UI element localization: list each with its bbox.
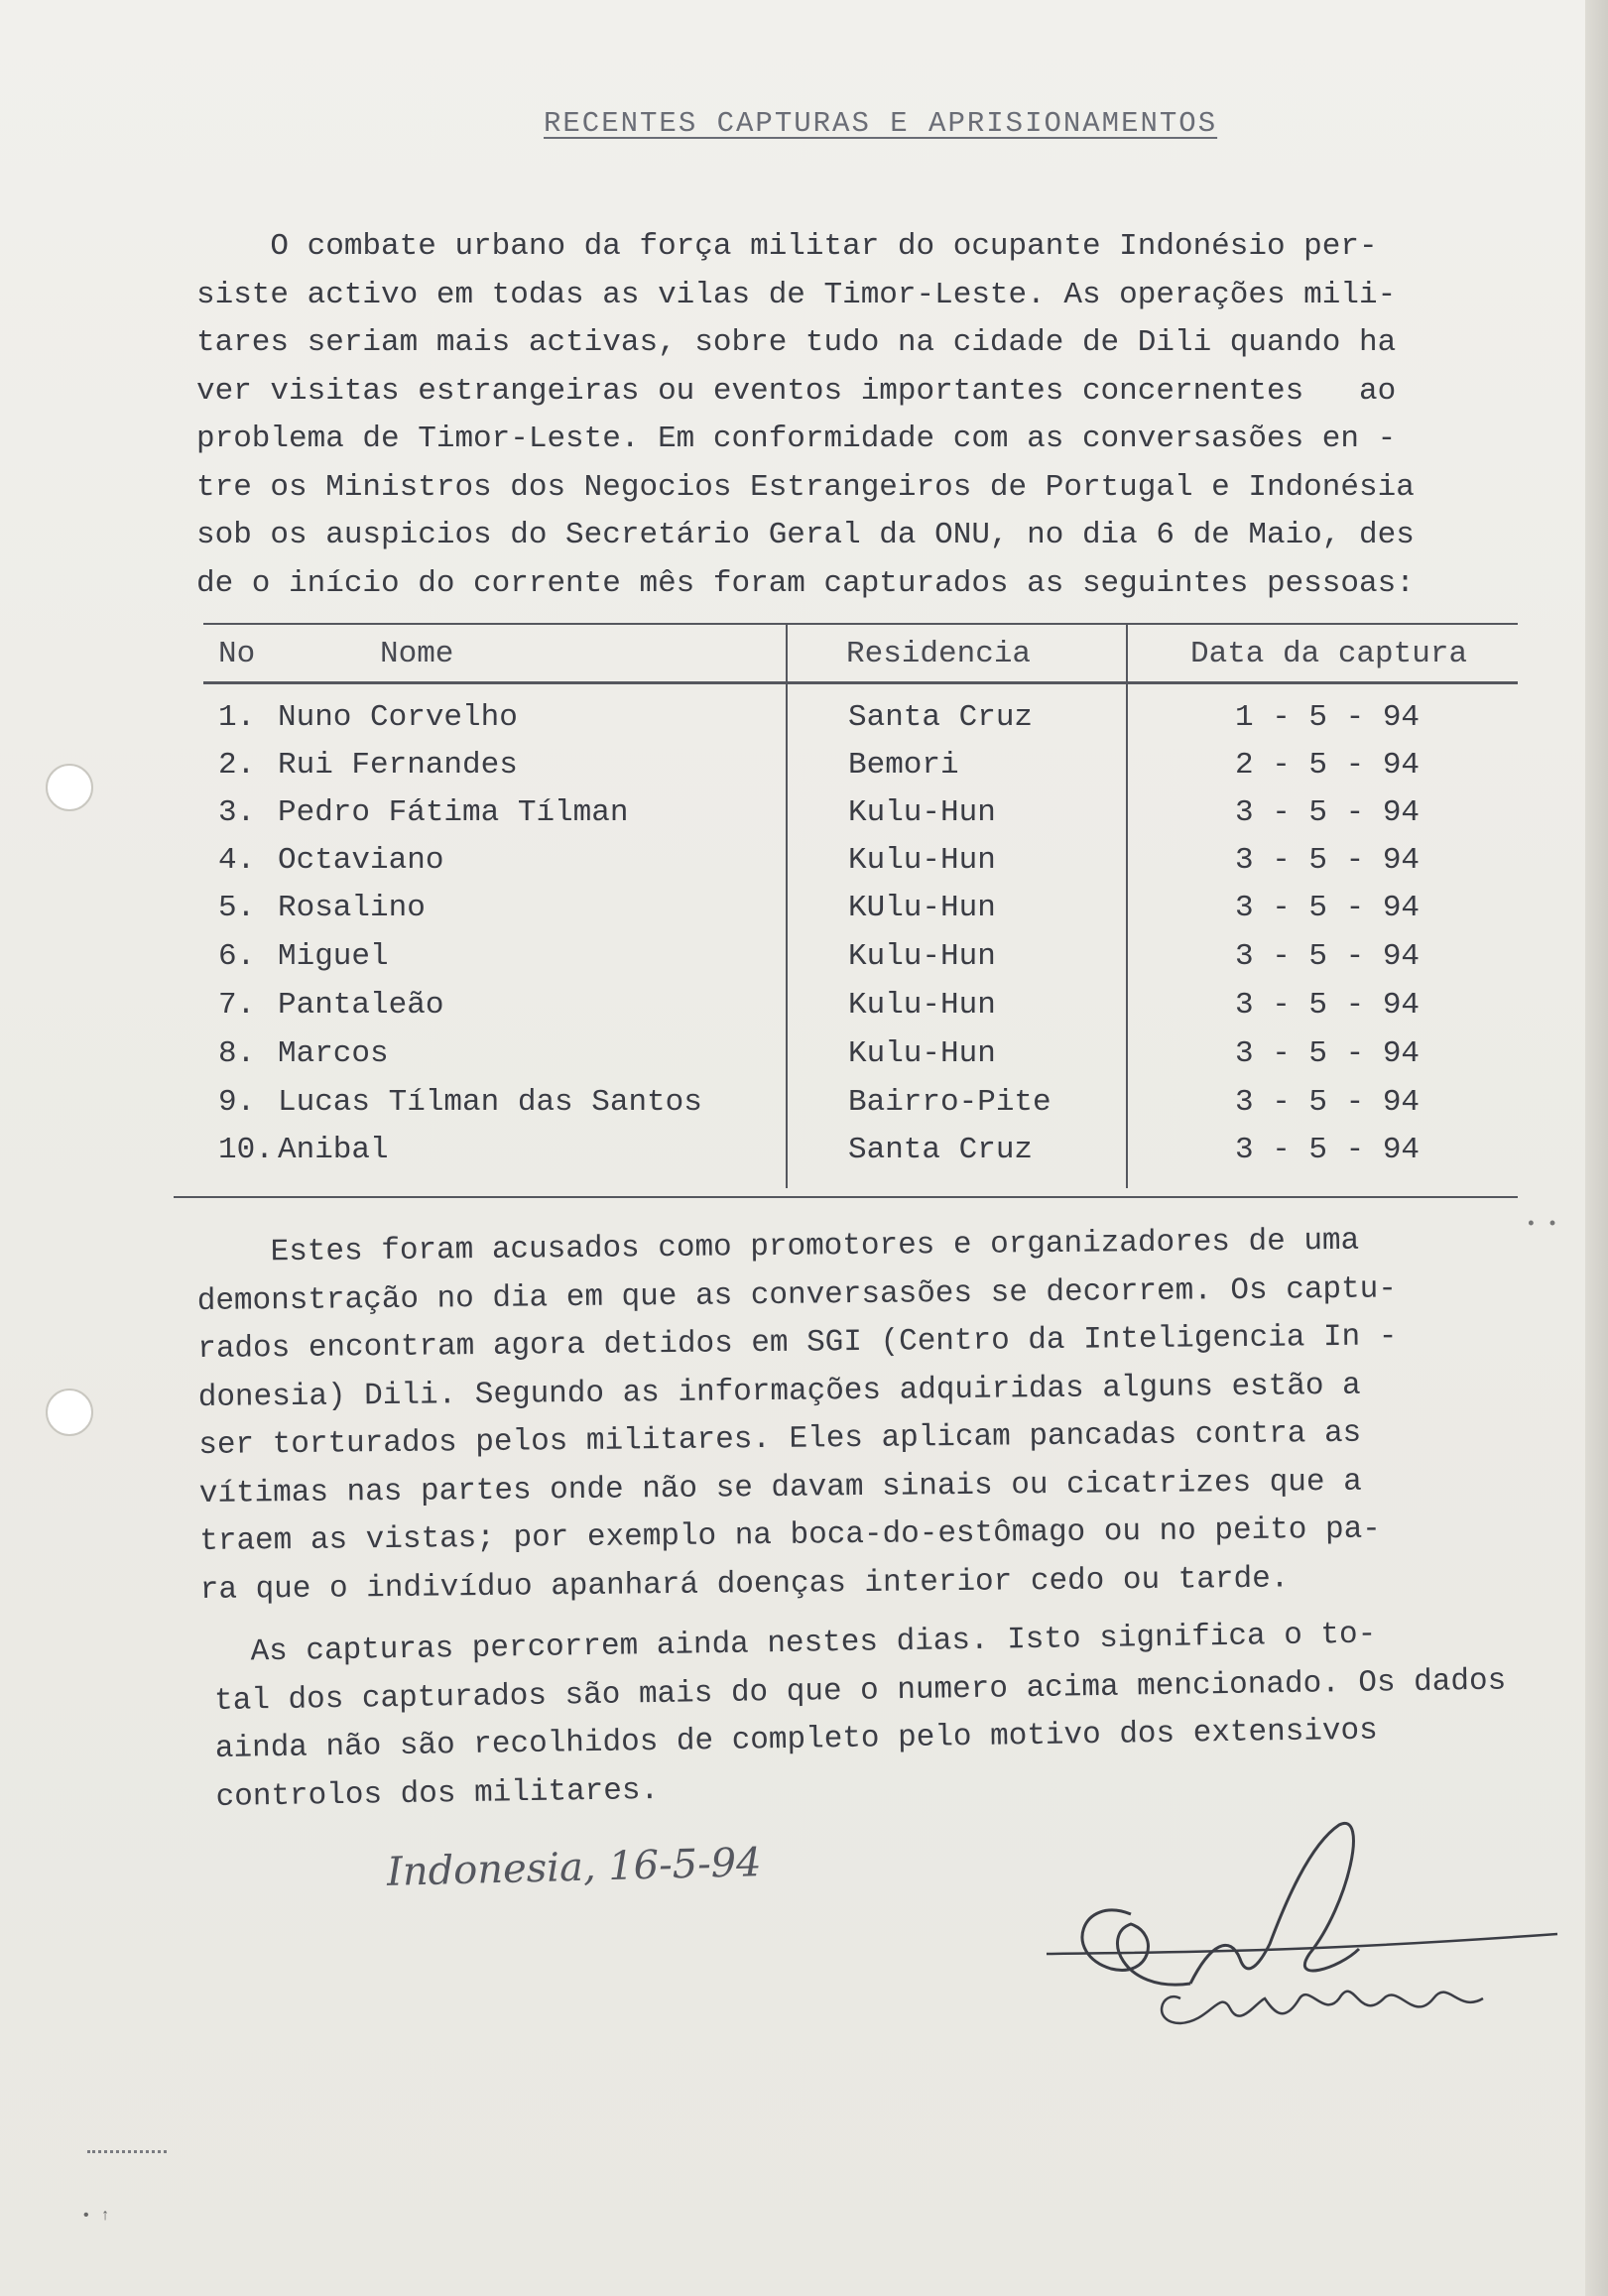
table-row: [203, 843, 1518, 891]
row-number: 7.: [218, 988, 256, 1023]
row-residence: Bemori: [848, 748, 959, 783]
row-date: 3 - 5 - 94: [1235, 939, 1421, 974]
paragraph-line: sob os auspicios do Secretário Geral da ONU, no dia 6 de Maio, des: [196, 518, 1415, 552]
table-row: [203, 1036, 1518, 1084]
row-name: Octaviano: [278, 843, 444, 878]
row-name: Rui Fernandes: [278, 748, 518, 783]
signature: [1042, 1785, 1577, 2043]
paragraph-line: tal dos capturados são mais do que o numero acima mencionado. Os dados: [213, 1663, 1507, 1719]
paragraph-line: Estes foram acusados como promotores e organizadores de uma: [196, 1223, 1360, 1270]
row-number: 10.: [218, 1133, 274, 1167]
paragraph-line: vítimas nas partes onde não se davam sinais ou cicatrizes que a: [198, 1464, 1362, 1511]
table-row: [203, 891, 1518, 938]
table-row: [203, 748, 1518, 795]
row-number: 5.: [218, 891, 256, 925]
row-date: 3 - 5 - 94: [1235, 1036, 1421, 1071]
row-name: Lucas Tílman das Santos: [278, 1085, 702, 1120]
handwritten-place-date: Indonesia, 16-5-94: [386, 1840, 763, 1895]
table-row: [203, 1133, 1518, 1180]
table-row: [203, 988, 1518, 1035]
table-bottom-rule: [174, 1196, 1518, 1198]
margin-mark: • •: [1526, 1215, 1558, 1235]
header-no: No: [218, 637, 256, 671]
paragraph-line: problema de Timor-Leste. Em conformidade com as conversasões en -: [196, 422, 1397, 456]
row-residence: Kulu-Hun: [848, 795, 996, 830]
row-residence: KUlu-Hun: [848, 891, 996, 925]
row-residence: Santa Cruz: [848, 700, 1034, 735]
paragraph-line: controlos dos militares.: [215, 1772, 660, 1815]
paragraph-line: rados encontram agora detidos em SGI (Centro da Inteligencia In -: [197, 1319, 1398, 1367]
row-number: 1.: [218, 700, 256, 735]
document-title: RECENTES CAPTURAS E APRISIONAMENTOS: [544, 107, 1218, 140]
paragraph-line: demonstração no dia em que as conversasões se decorrem. Os captu-: [196, 1270, 1398, 1319]
punch-hole: [46, 764, 93, 811]
header-date: Data da captura: [1190, 637, 1468, 671]
row-name: Pantaleão: [278, 988, 444, 1023]
row-name: Rosalino: [278, 891, 426, 925]
paper-edge: [1585, 0, 1608, 2296]
row-number: 4.: [218, 843, 256, 878]
row-residence: Kulu-Hun: [848, 939, 996, 974]
row-date: 3 - 5 - 94: [1235, 1085, 1421, 1120]
table-row: [203, 795, 1518, 843]
row-residence: Santa Cruz: [848, 1133, 1034, 1167]
table-row: [203, 939, 1518, 987]
row-date: 3 - 5 - 94: [1235, 988, 1421, 1023]
header-name: Nome: [380, 637, 454, 671]
captures-table: [203, 623, 1518, 1193]
table-row: [203, 1085, 1518, 1133]
paragraph-line: ver visitas estrangeiras ou eventos importantes concernentes ao: [196, 373, 1397, 409]
paragraph-line: ra que o indivíduo apanhará doenças interior cedo ou tarde.: [199, 1560, 1290, 1608]
row-name: Anibal: [278, 1133, 389, 1167]
paragraph-line: ainda não são recolhidos de completo pelo motivo dos extensivos: [214, 1713, 1379, 1766]
row-date: 3 - 5 - 94: [1235, 891, 1421, 925]
paragraph-line: O combate urbano da força militar do ocupante Indonésio per-: [196, 229, 1378, 264]
row-date: 1 - 5 - 94: [1235, 700, 1421, 735]
row-residence: Bairro-Pite: [848, 1085, 1051, 1120]
table-top-rule: [203, 623, 1518, 625]
paragraph-line: tares seriam mais activas, sobre tudo na cidade de Dili quando ha: [196, 325, 1397, 360]
punch-hole: [46, 1389, 93, 1436]
row-name: Marcos: [278, 1036, 389, 1071]
paragraph-line: traem as vistas; por exemplo na boca-do-estômago ou no peito pa-: [199, 1511, 1382, 1559]
row-name: Miguel: [278, 939, 389, 974]
row-number: 6.: [218, 939, 256, 974]
row-name: Nuno Corvelho: [278, 700, 518, 735]
paragraph-line: As capturas percorrem ainda nestes dias. Isto significa o to-: [213, 1617, 1377, 1670]
intro-paragraph: [196, 223, 1555, 608]
corner-mark: • ↑: [81, 2207, 110, 2225]
dotted-mark: [87, 2150, 167, 2153]
accusation-paragraph: [196, 1216, 1530, 1615]
paragraph-line: donesia) Dili. Segundo as informações adquiridas alguns estão a: [197, 1368, 1361, 1415]
row-date: 3 - 5 - 94: [1235, 795, 1421, 830]
row-number: 9.: [218, 1085, 256, 1120]
table-header-rule: [203, 681, 1518, 684]
row-residence: Kulu-Hun: [848, 1036, 996, 1071]
paragraph-line: siste activo em todas as vilas de Timor-Leste. As operações mili-: [196, 277, 1397, 312]
header-residence: Residencia: [846, 637, 1032, 671]
table-row: [203, 700, 1518, 748]
row-number: 3.: [218, 795, 256, 830]
row-residence: Kulu-Hun: [848, 843, 996, 878]
row-date: 2 - 5 - 94: [1235, 748, 1421, 783]
row-name: Pedro Fátima Tílman: [278, 795, 629, 830]
row-number: 2.: [218, 748, 256, 783]
paragraph-line: ser torturados pelos militares. Eles aplicam pancadas contra as: [198, 1415, 1362, 1463]
paragraph-line: tre os Ministros dos Negocios Estrangeiros de Portugal e Indonésia: [196, 469, 1415, 505]
row-date: 3 - 5 - 94: [1235, 843, 1421, 878]
row-residence: Kulu-Hun: [848, 988, 996, 1023]
row-number: 8.: [218, 1036, 256, 1071]
row-date: 3 - 5 - 94: [1235, 1133, 1421, 1167]
paragraph-line: de o início do corrente mês foram capturados as seguintes pessoas:: [196, 565, 1415, 601]
